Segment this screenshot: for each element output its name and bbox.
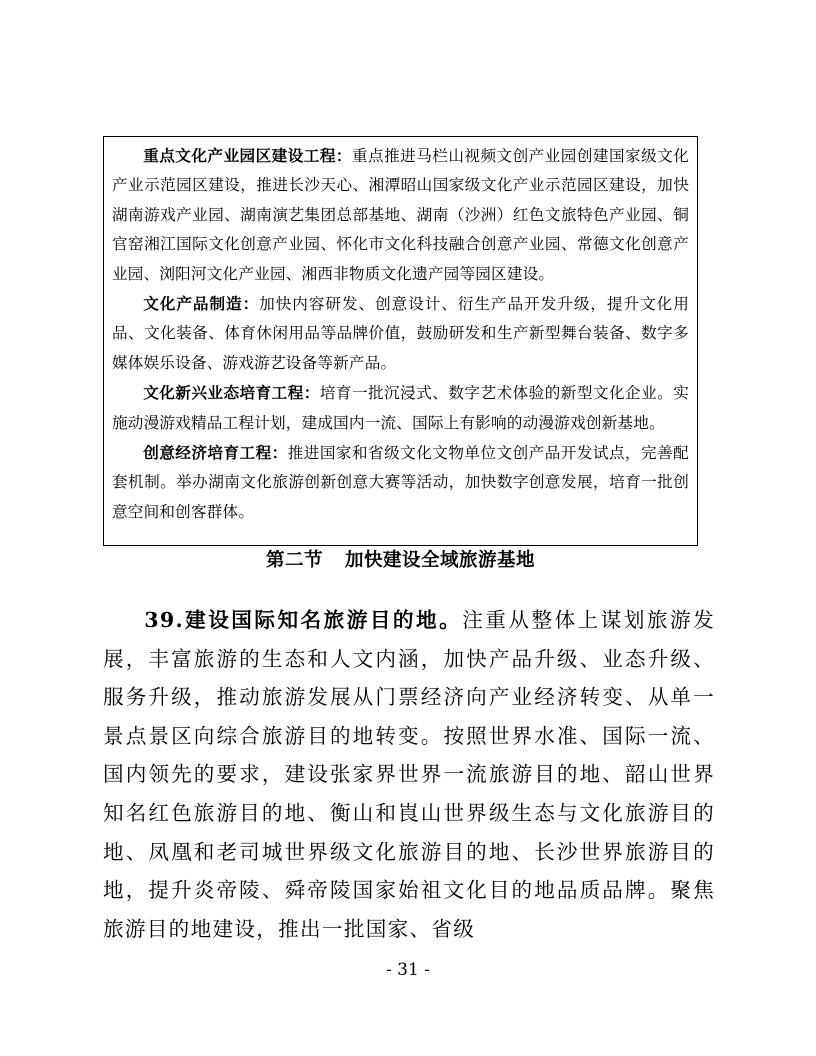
box-paragraph-text: 培育一批沉浸式、数字艺术体验的新型文化企业。实施动漫游戏精品工程计划，建成国内一流、国际上有影响的动漫游戏创新基地。	[112, 384, 689, 432]
article-paragraph	[103, 601, 715, 948]
box-paragraph-text: 推进国家和省级文化文物单位文创产品开发试点，完善配套机制。举办湖南文化旅游创新创意大赛等活动，加快数字创意发展，培育一批创意空间和创客群体。	[112, 444, 689, 521]
section-heading	[103, 544, 698, 578]
box-paragraph-park-projects	[112, 141, 689, 289]
box-paragraph-lead: 文化产品制造：	[143, 294, 260, 314]
section-number: 第二节	[265, 550, 323, 571]
box-paragraph-product-manufacturing	[112, 289, 689, 378]
box-paragraph-lead: 重点文化产业园区建设工程：	[143, 146, 352, 165]
box-paragraph-lead: 文化新兴业态培育工程：	[143, 383, 320, 403]
article-lead: 39.建设国际知名旅游目的地。	[144, 608, 463, 632]
article-text: 注重从整体上谋划旅游发展，丰富旅游的生态和人文内涵，加快产品升级、业态升级、服务升级，推动旅游发展从门票经济向产业经济转变、从单一景点景区向综合旅游目的地转变。按照世界水准、国际一流、国内领先的要求，建设张家界世界一流旅游目的地、韶山世界知名红色旅游目的地、衡山和崀山世界级生态与文化旅游目的地、凤凰和老司城世界级文化旅游目的地、长沙世界旅游目的地，提升炎帝陵、舜帝陵国家始祖文化目的地品质品牌。聚焦旅游目的地建设，推出一批国家、省级	[103, 608, 715, 941]
box-paragraph-lead: 创意经济培育工程：	[143, 443, 288, 463]
box-paragraph-text: 加快内容研发、创意设计、衍生产品开发升级，提升文化用品、文化装备、体育休闲用品等品牌价值，鼓励研发和生产新型舞台装备、数字多媒体娱乐设备、游戏游艺设备等新产品。	[112, 295, 690, 372]
section-title: 加快建设全域旅游基地	[345, 550, 536, 571]
box-paragraph-creative-economy	[112, 438, 689, 527]
box-paragraph-new-formats	[112, 378, 689, 438]
box-paragraph-text: 重点推进马栏山视频文创产业园创建国家级文化产业示范园区建设，推进长沙天心、湘潭昭山国家级文化产业示范园区建设，加快湖南游戏产业园、湖南演艺集团总部基地、湖南（沙洲）红色文旅特色产业园、铜官窑湘江国际文化创意产业园、怀化市文化科技融合创意产业园、常德文化创意产业园、浏阳河文化产业园、湘西非物质文化遗产园等园区建设。	[112, 147, 689, 283]
page-number: - 31 -	[386, 960, 430, 980]
project-box	[103, 136, 698, 546]
